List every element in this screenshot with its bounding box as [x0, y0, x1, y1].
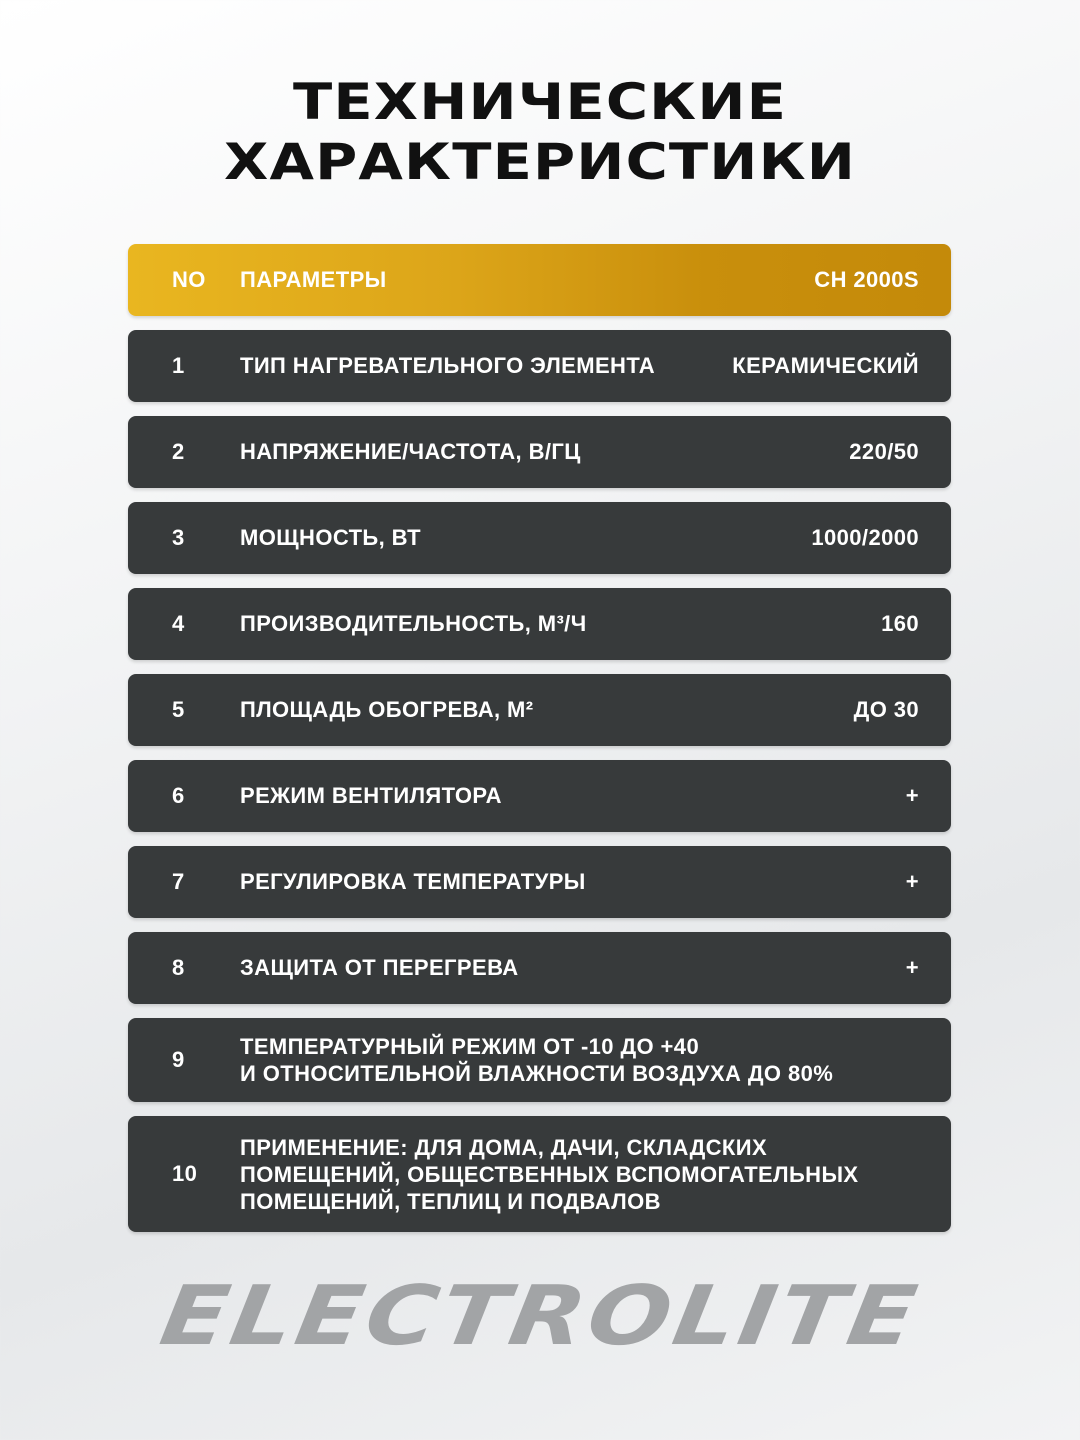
- row-num: 8: [172, 955, 185, 980]
- row-param: [240, 1018, 921, 1102]
- row-value: +: [905, 783, 919, 808]
- row-param: НАПРЯЖЕНИЕ/ЧАСТОТА, В/ГЦ: [240, 439, 581, 464]
- brand-logo: ELECTROLITE: [154, 1269, 927, 1364]
- row-param-line: И ОТНОСИТЕЛЬНОЙ ВЛАЖНОСТИ ВОЗДУХА ДО 80%: [240, 1061, 834, 1086]
- row-num: 2: [172, 439, 185, 464]
- row-param: ПРОИЗВОДИТЕЛЬНОСТЬ, М³/Ч: [240, 611, 587, 636]
- row-num: 1: [172, 353, 185, 378]
- table-row: [128, 502, 951, 574]
- table-row: [128, 846, 951, 918]
- table-row: [128, 932, 951, 1004]
- row-value: 1000/2000: [811, 525, 919, 550]
- row-param-line: ПРИМЕНЕНИЕ: ДЛЯ ДОМА, ДАЧИ, СКЛАДСКИХ: [240, 1134, 768, 1160]
- row-param: [240, 1116, 921, 1232]
- row-param: ПЛОЩАДЬ ОБОГРЕВА, М²: [240, 697, 534, 722]
- table-row: [128, 588, 951, 660]
- row-param-line: ПОМЕЩЕНИЙ, ОБЩЕСТВЕННЫХ ВСПОМОГАТЕЛЬНЫХ: [240, 1161, 859, 1187]
- row-param-line: ПОМЕЩЕНИЙ, ТЕПЛИЦ И ПОДВАЛОВ: [240, 1188, 661, 1214]
- row-param-line: ТЕМПЕРАТУРНЫЙ РЕЖИМ ОТ -10 ДО +40: [240, 1034, 700, 1059]
- row-value: +: [905, 955, 919, 980]
- table-row: [128, 674, 951, 746]
- table-row: [128, 760, 951, 832]
- row-value: КЕРАМИЧЕСКИЙ: [732, 353, 919, 378]
- row-value: +: [905, 869, 919, 894]
- row-param: ЗАЩИТА ОТ ПЕРЕГРЕВА: [240, 955, 519, 980]
- table-row: [128, 330, 951, 402]
- page-title-line-1: ТЕХНИЧЕСКИЕ: [292, 73, 788, 131]
- row-num: 5: [172, 697, 185, 722]
- header-model: CH 2000S: [814, 267, 919, 292]
- row-value: ДО 30: [853, 697, 919, 722]
- row-param: МОЩНОСТЬ, ВТ: [240, 525, 421, 550]
- row-num: 9: [172, 1047, 185, 1072]
- row-num: 3: [172, 525, 185, 550]
- table-row: [128, 1018, 951, 1102]
- row-param: ТИП НАГРЕВАТЕЛЬНОГО ЭЛЕМЕНТА: [240, 353, 656, 378]
- page-title: [0, 72, 1080, 192]
- row-value: 160: [881, 611, 919, 636]
- page-title-line-2: ХАРАКТЕРИСТИКИ: [223, 133, 856, 191]
- row-num: 4: [172, 611, 185, 636]
- table-header-row: [128, 244, 951, 316]
- row-param: РЕЖИМ ВЕНТИЛЯТОРА: [240, 783, 502, 808]
- header-num: NO: [172, 267, 206, 292]
- row-num: 6: [172, 783, 185, 808]
- row-value: 220/50: [849, 439, 919, 464]
- header-param: ПАРАМЕТРЫ: [240, 267, 387, 292]
- row-num: 7: [172, 869, 185, 894]
- table-row: [128, 416, 951, 488]
- table-row: [128, 1116, 951, 1232]
- row-param: РЕГУЛИРОВКА ТЕМПЕРАТУРЫ: [240, 869, 586, 894]
- row-num: 10: [172, 1161, 198, 1186]
